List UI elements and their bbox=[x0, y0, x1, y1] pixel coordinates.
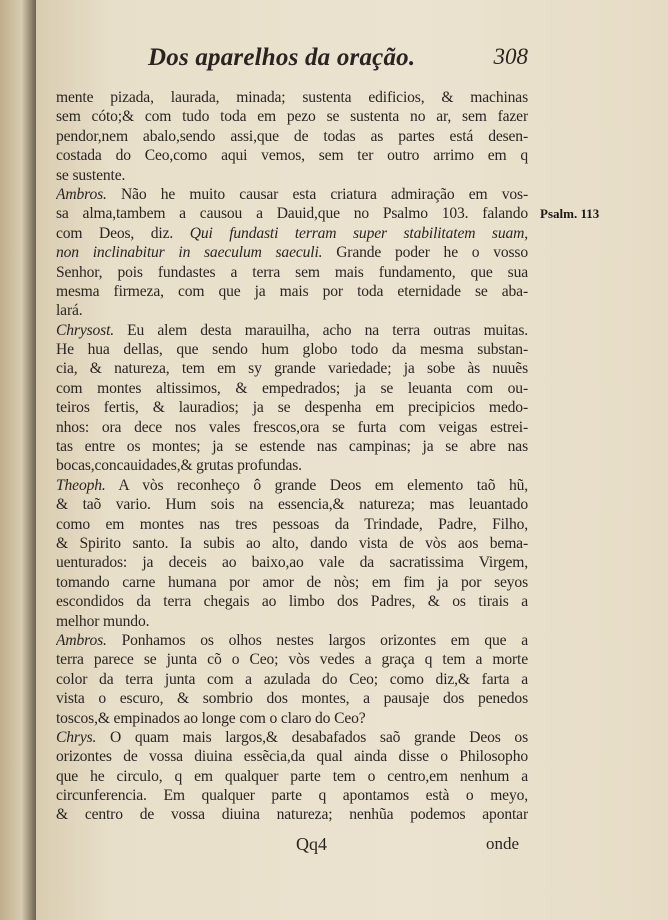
line-text: uenturados: ja deceis ao baixo,ao vale da sacratissima Virgem, bbox=[56, 554, 528, 572]
line-text: circunferencia. Em qualquer parte q apontamos està o meyo, bbox=[56, 787, 528, 805]
page-header bbox=[148, 44, 528, 74]
text-line bbox=[56, 534, 528, 553]
line-text: Não he muito causar esta criatura admiração em vos- bbox=[106, 185, 528, 203]
line-text: lará. bbox=[56, 302, 83, 320]
line-text: melhor mundo. bbox=[56, 612, 150, 630]
italic-text: Chrys. bbox=[56, 728, 97, 746]
text-line bbox=[56, 631, 528, 650]
text-line bbox=[56, 263, 528, 282]
text-line bbox=[56, 728, 528, 747]
line-text: mente pizada, laurada, minada; sustenta edificios, & machinas bbox=[56, 89, 528, 106]
adjacent-page-edge bbox=[0, 0, 36, 920]
text-line bbox=[56, 107, 528, 126]
text-line bbox=[56, 418, 528, 437]
text-line bbox=[56, 321, 528, 340]
line-text: tomando carne humana por amor de nòs; em fim ja por seyos bbox=[56, 573, 528, 591]
text-line bbox=[56, 437, 528, 456]
text-line bbox=[56, 88, 528, 107]
line-text: nhos: ora dece nos vales frescos,ora se furta com veigas estrei- bbox=[56, 418, 528, 436]
line-text: & Spirito santo. Ia subis ao alto, dando vista de vòs aos bema- bbox=[56, 534, 528, 552]
italic-text: Ambros. bbox=[56, 631, 107, 649]
text-line bbox=[56, 398, 528, 417]
text-line bbox=[56, 476, 528, 495]
signature-mark: Qq4 bbox=[296, 834, 327, 854]
line-text: sa alma,tambem a causou a Dauid,que no Psalmo 103. falando bbox=[56, 205, 528, 223]
catchword: onde bbox=[486, 834, 520, 853]
text-line bbox=[56, 146, 528, 165]
text-line bbox=[56, 456, 528, 475]
text-line bbox=[56, 786, 528, 805]
page-number: 308 bbox=[493, 44, 528, 69]
text-line bbox=[56, 573, 528, 592]
line-text: bocas,concauidades,& grutas profundas. bbox=[56, 457, 302, 475]
text-line bbox=[56, 689, 528, 708]
text-line bbox=[56, 805, 528, 824]
page-body-text bbox=[56, 88, 528, 825]
line-text: He hua dellas, que sendo hum globo todo da mesma substan- bbox=[56, 341, 528, 359]
line-text: & centro de vossa diuina natureza; nenhũa podemos apontar bbox=[56, 806, 528, 824]
text-line bbox=[56, 127, 528, 146]
line-text: & taõ vario. Hum sois na essencia,& natureza; mas leuantado bbox=[56, 496, 528, 514]
line-text: Grande poder he o vosso bbox=[322, 244, 528, 262]
italic-text: Qui fundasti terram super stabilitatem suam, bbox=[189, 224, 528, 242]
text-line bbox=[56, 747, 528, 766]
line-text: sem cóto;& com tudo toda em pezo se sustenta no ar, sem fazer bbox=[56, 108, 528, 126]
text-line bbox=[56, 301, 528, 320]
margin-note: Psalm. 113 bbox=[540, 206, 600, 221]
text-line bbox=[56, 495, 528, 514]
text-line bbox=[56, 592, 528, 611]
text-line bbox=[56, 767, 528, 786]
line-text: pendor,nem abalo,sendo assi,que de todas as partes está desen- bbox=[56, 127, 528, 145]
line-text: tas entre os montes; ja se estende nas campinas; ja se abre nas bbox=[56, 438, 528, 456]
line-text: mesma firmeza, com que ja mais por toda eternidade se aba- bbox=[56, 282, 528, 300]
text-line bbox=[56, 515, 528, 534]
text-line bbox=[56, 224, 528, 243]
line-text: Senhor, pois fundastes a terra sem mais fundamento, que sua bbox=[56, 263, 528, 281]
line-text: A vòs reconheço ô grande Deos em elemento taõ hũ, bbox=[105, 476, 528, 494]
line-text: escondidos da terra chegais ao limbo dos Padres, & os tirais a bbox=[56, 593, 528, 611]
line-text: cia, & natureza, tem em sy grande variedade; ja sobe às nuuẽs bbox=[56, 360, 528, 378]
text-line bbox=[56, 553, 528, 572]
text-line bbox=[56, 612, 528, 631]
text-line bbox=[56, 650, 528, 669]
line-text: costada do Ceo,como aqui vemos, sem ter outro arrimo em q bbox=[56, 147, 528, 165]
line-text: que he circulo, q em qualquer parte tem o centro,em nenhum a bbox=[56, 767, 528, 785]
line-text: com montes altissimos, & empedrados; ja se leuanta com ou- bbox=[56, 379, 528, 397]
text-line bbox=[56, 185, 528, 204]
text-line bbox=[56, 359, 528, 378]
line-text: se sustente. bbox=[56, 166, 126, 184]
text-line bbox=[56, 379, 528, 398]
line-text: Eu alem desta marauilha, acho na terra outras muitas. bbox=[114, 321, 528, 339]
text-line bbox=[56, 166, 528, 185]
line-text: vista o escuro, & sombrio dos montes, a pausaje dos penedos bbox=[56, 690, 528, 708]
italic-text: non inclinabitur in saeculum saeculi. bbox=[56, 244, 323, 262]
text-line bbox=[56, 709, 528, 728]
line-text: teiros fertis, & lauradios; ja se despenha em precipicios medo- bbox=[56, 399, 528, 417]
line-text: Ponhamos os olhos nestes largos orizontes em que a bbox=[106, 631, 528, 649]
text-line bbox=[56, 340, 528, 359]
running-title: Dos aparelhos da oração. bbox=[148, 44, 416, 71]
text-line bbox=[56, 243, 528, 262]
line-text: color da terra junta com a azulada do Ceo; como diz,& farta a bbox=[56, 670, 528, 688]
line-text: terra parece se junta cõ o Ceo; vòs vedes a graça q tem a morte bbox=[56, 651, 528, 669]
line-text: toscos,& empinados ao longe com o claro do Ceo? bbox=[56, 709, 366, 727]
text-line bbox=[56, 204, 528, 223]
line-text: O quam mais largos,& desabafados saõ grande Deos os bbox=[96, 728, 528, 746]
italic-text: Theoph. bbox=[56, 476, 106, 494]
text-line bbox=[56, 670, 528, 689]
text-line bbox=[56, 282, 528, 301]
italic-text: Chrysost. bbox=[56, 321, 115, 339]
italic-text: Ambros. bbox=[56, 185, 107, 203]
line-text: com Deos, diz. bbox=[56, 224, 190, 242]
line-text: orizontes de vossa diuina essẽcia,da qual ainda disse o Philosopho bbox=[56, 748, 528, 766]
line-text: como em montes nas tres pessoas da Trindade, Padre, Filho, bbox=[56, 515, 528, 533]
